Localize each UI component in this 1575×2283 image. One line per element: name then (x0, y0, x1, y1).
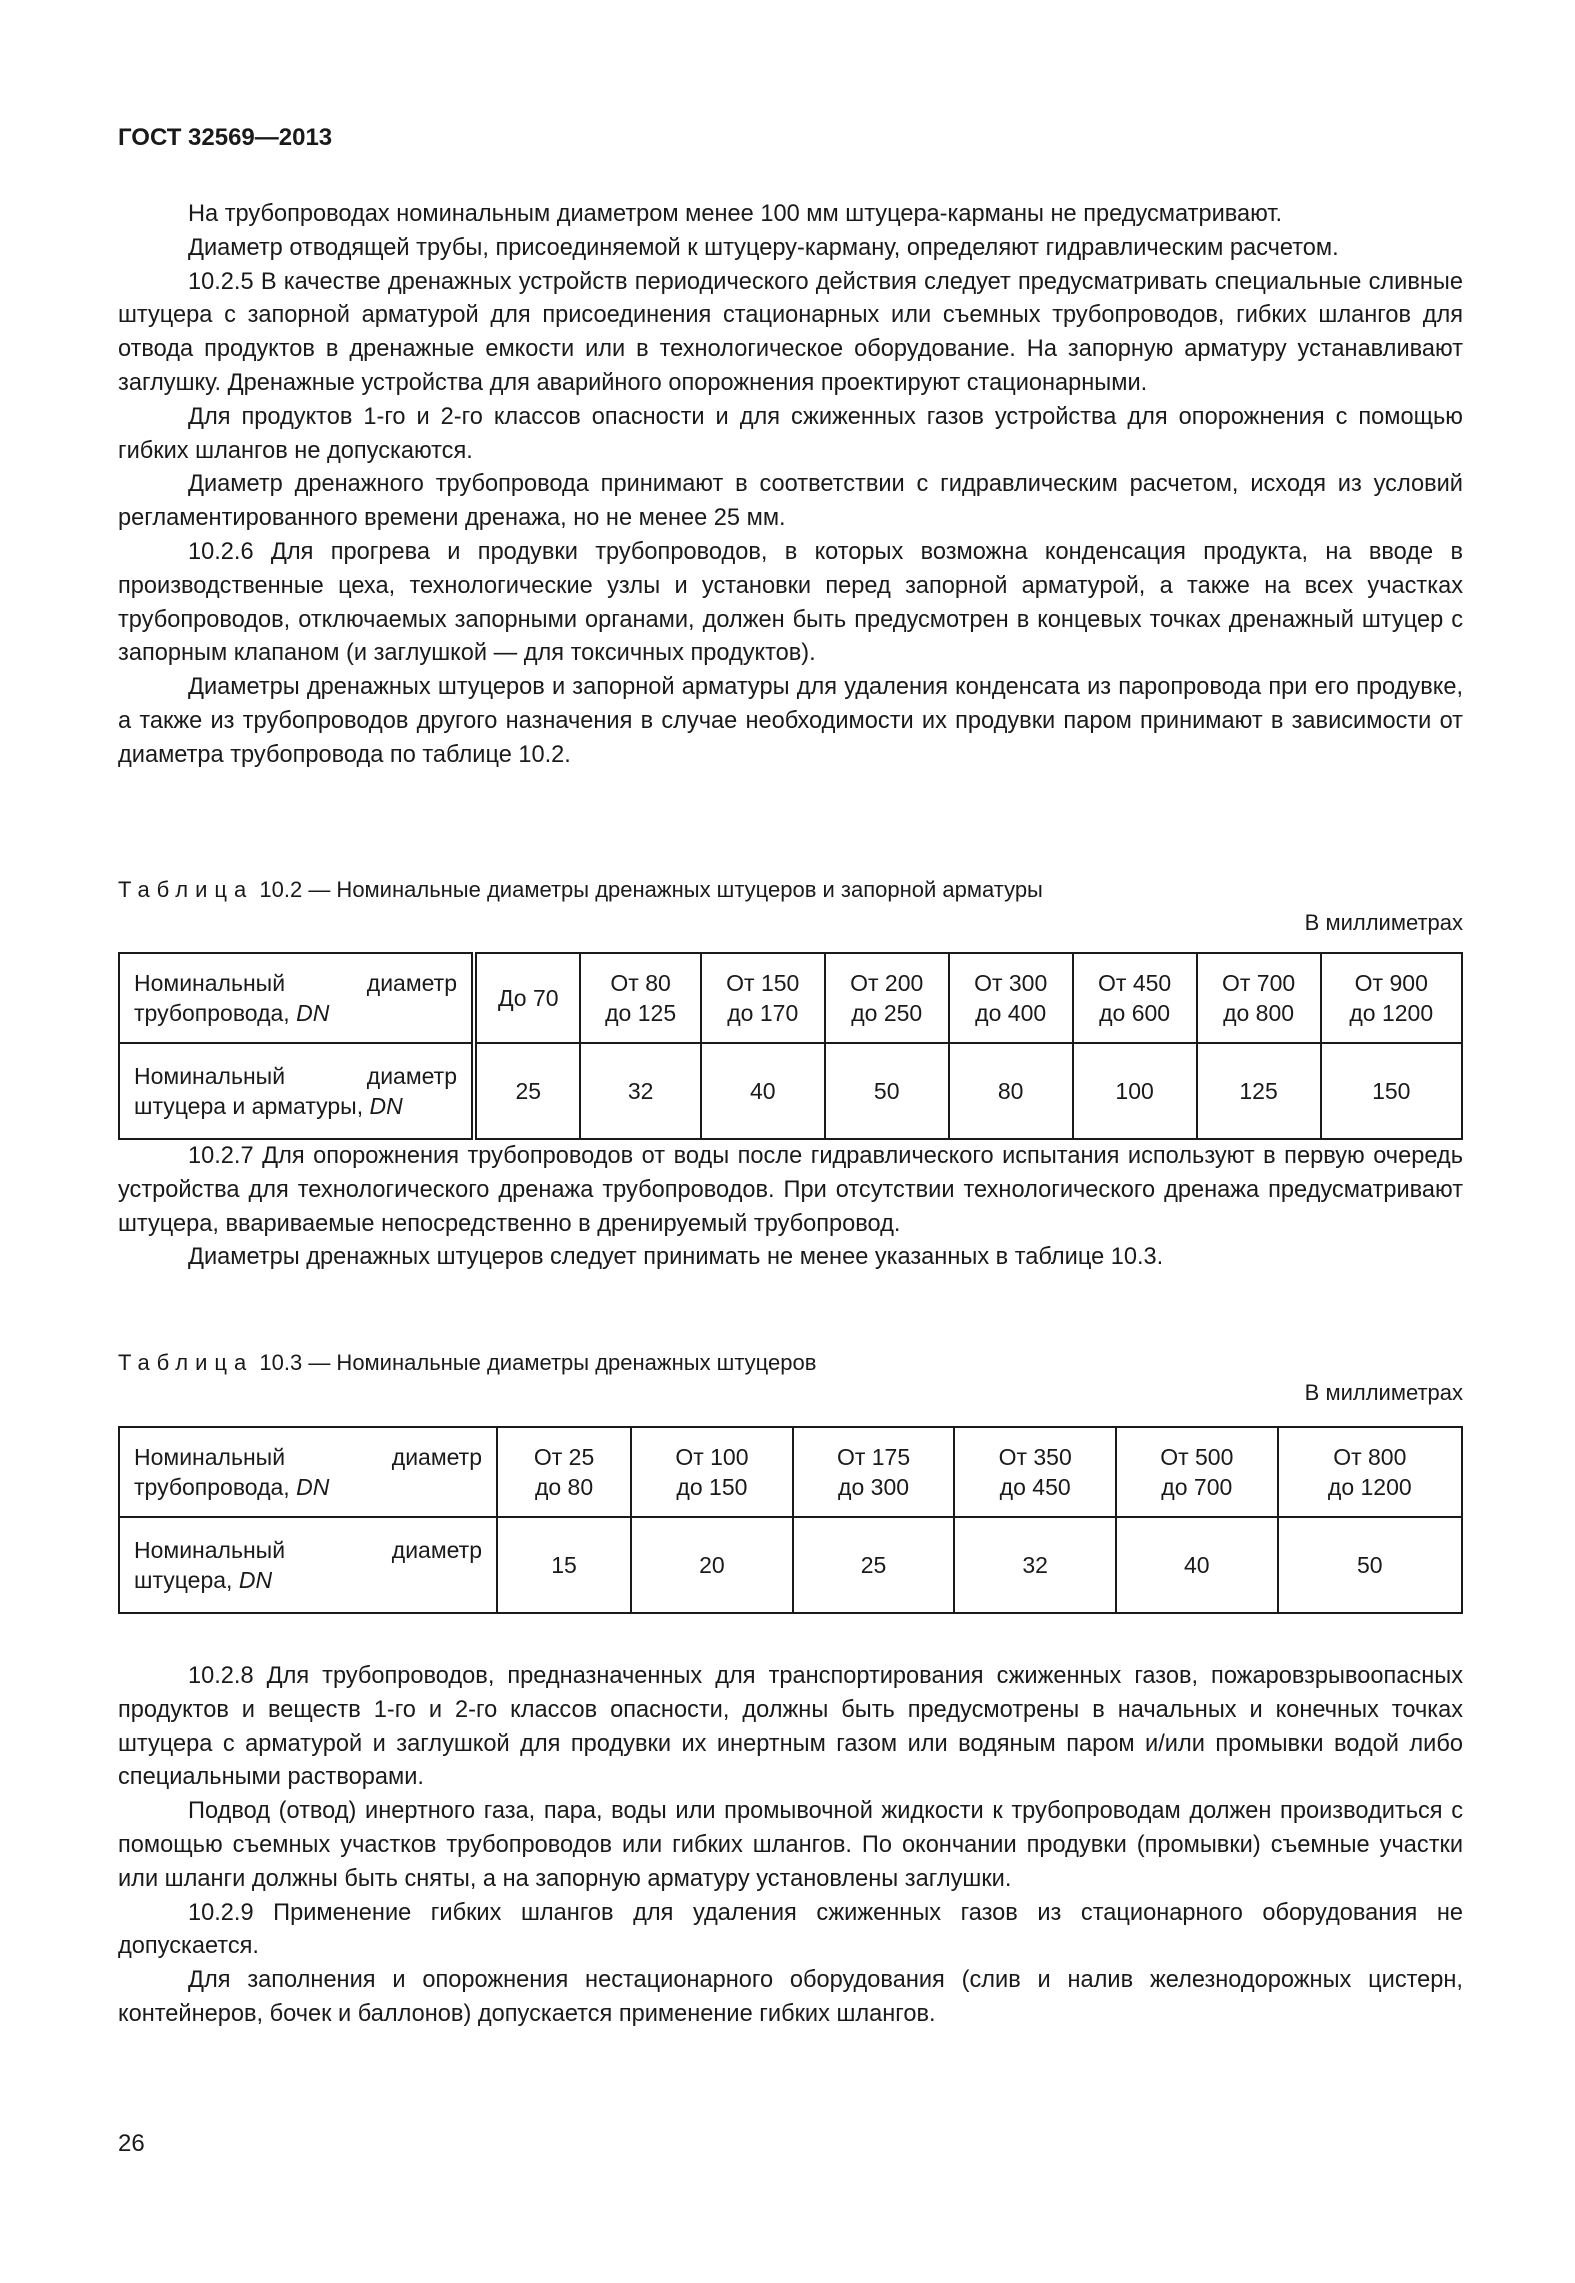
table-cell: 80 (949, 1043, 1073, 1139)
row-header-cell: Номинальный диаметр штуцера, DN (119, 1517, 497, 1613)
paragraph: Подвод (отвод) инертного газа, пара, воды или промывочной жидкости к трубопроводам должен производиться с помощью съемных участков трубопроводов или гибких шлангов. По окончании продувки (промывки) съемные участки или шланги должны быть сняты, а на запорную арматуру установлены заглушки. (118, 1798, 1463, 1892)
paragraph: 10.2.5 В качестве дренажных устройств периодического действия следует предусматривать специальные сливные штуцера с запорной арматурой для присоединения стационарных или съемных трубопроводов, гибких шлангов для отвода продуктов в дренажные емкости или в технологическое оборудование. На запорную арматуру устанавливают заглушку. Дренажные устройства для аварийного опорожнения проектируют стационарными. (118, 268, 1463, 396)
paragraph: Для заполнения и опорожнения нестационарного оборудования (слив и налив железнодорожных цистерн, контейнеров, бочек и баллонов) допускается применение гибких шлангов. (118, 1967, 1463, 2027)
table-cell: До 70 (474, 953, 580, 1043)
table-caption-text: 10.2 — Номинальные диаметры дренажных штуцеров и запорной арматуры (259, 877, 1043, 902)
row-header-cell: Номинальный диаметр штуцера и арматуры, DN (119, 1043, 474, 1139)
table-cell: 40 (701, 1043, 825, 1139)
table-cell: 150 (1321, 1043, 1462, 1139)
table-cell: 15 (497, 1517, 631, 1613)
paragraph: 10.2.9 Применение гибких шлангов для удаления сжиженных газов из стационарного оборудования не допускается. (118, 1899, 1463, 1960)
table-cell: 25 (474, 1043, 580, 1139)
row-header-cell: Номинальный диаметр трубопровода, DN (119, 953, 474, 1043)
paragraph: Диаметр дренажного трубопровода принимают в соответствии с гидравлическим расчетом, исходя из условий регламентированного времени дренажа, но не менее 25 мм. (118, 471, 1463, 532)
table-cell: От 175 до 300 (793, 1427, 955, 1517)
table-cell: От 800 до 1200 (1278, 1427, 1462, 1517)
paragraph: 10.2.8 Для трубопроводов, предназначенных для транспортирования сжиженных газов, пожаровзрывоопасных продуктов и веществ 1-го и 2-го классов опасности, должны быть предусмотрены в начальных и конечных точках штуцера с арматурой и заглушкой для продувки их инертным газом или водяным паром и/или промывки водой либо специальными растворами. (118, 1663, 1463, 1791)
table-cell: 40 (1116, 1517, 1278, 1613)
text-block-3 (118, 1660, 1463, 2032)
table-cell: 100 (1073, 1043, 1197, 1139)
table-cell: 50 (1278, 1517, 1462, 1613)
table-cell: От 900 до 1200 (1321, 953, 1462, 1043)
table-caption (118, 1350, 816, 1376)
table-cell: 20 (631, 1517, 793, 1613)
table-caption-word: Таблица (118, 1350, 254, 1375)
table-cell: От 150 до 170 (701, 953, 825, 1043)
text-block-1 (118, 198, 1463, 773)
table-10-3 (118, 1426, 1463, 1614)
table-cell: От 100 до 150 (631, 1427, 793, 1517)
document-header: ГОСТ 32569—2013 (118, 124, 333, 151)
paragraph: Диаметры дренажных штуцеров и запорной арматуры для удаления конденсата из паропровода при его продувке, а также из трубопроводов другого назначения в случае необходимости их продувки паром принимают в зависимости от диаметра трубопровода по таблице 10.2. (118, 674, 1463, 768)
table-cell: От 350 до 450 (954, 1427, 1116, 1517)
row-header-cell: Номинальный диаметр трубопровода, DN (119, 1427, 497, 1517)
table-row (119, 1043, 1462, 1139)
paragraph: На трубопроводах номинальным диаметром менее 100 мм штуцера-карманы не предусматривают. (188, 201, 1283, 227)
text-block-2 (118, 1140, 1463, 1275)
table-cell: 50 (825, 1043, 949, 1139)
table-caption-text: 10.3 — Номинальные диаметры дренажных штуцеров (259, 1350, 817, 1375)
table-cell: 25 (793, 1517, 955, 1613)
table-units: В миллиметрах (1304, 1380, 1463, 1405)
paragraph: Диаметр отводящей трубы, присоединяемой к штуцеру-карману, определяют гидравлическим расчетом. (188, 234, 1339, 261)
table-cell: От 25 до 80 (497, 1427, 631, 1517)
table-cell: 32 (580, 1043, 700, 1139)
table-cell: 32 (954, 1517, 1116, 1613)
page-number: 26 (118, 2130, 145, 2157)
table-cell: От 200 до 250 (825, 953, 949, 1043)
paragraph: Диаметры дренажных штуцеров следует принимать не менее указанных в таблице 10.3. (188, 1244, 1164, 1271)
table-10-2 (118, 952, 1463, 1140)
table-cell: От 80 до 125 (580, 953, 700, 1043)
table-row (119, 953, 1462, 1043)
table-row (119, 1517, 1462, 1613)
table-cell: 125 (1197, 1043, 1321, 1139)
table-row (119, 1427, 1462, 1517)
table-caption-word: Таблица (118, 877, 254, 902)
paragraph: 10.2.6 Для прогрева и продувки трубопроводов, в которых возможна конденсация продукта, на вводе в производственные цеха, технологические узлы и установки перед запорной арматурой, а также на всех участках трубопроводов, отключаемых запорными органами, должен быть предусмотрен в концевых точках дренажный штуцер с запорным клапаном (и заглушкой — для токсичных продуктов). (118, 538, 1463, 667)
table-cell: От 450 до 600 (1073, 953, 1197, 1043)
paragraph: Для продуктов 1-го и 2-го классов опасности и для сжиженных газов устройства для опорожнения с помощью гибких шлангов не допускаются. (118, 403, 1463, 464)
table-units: В миллиметрах (1304, 910, 1463, 935)
table-caption (118, 877, 1043, 903)
table-cell: От 700 до 800 (1197, 953, 1321, 1043)
paragraph: 10.2.7 Для опорожнения трубопроводов от воды после гидравлического испытания используют в первую очередь устройства для технологического дренажа трубопроводов. При отсутствии технологического дренажа предусматривают штуцера, ввариваемые непосредственно в дренируемый трубопровод. (118, 1143, 1463, 1237)
table-cell: От 300 до 400 (949, 953, 1073, 1043)
table-cell: От 500 до 700 (1116, 1427, 1278, 1517)
